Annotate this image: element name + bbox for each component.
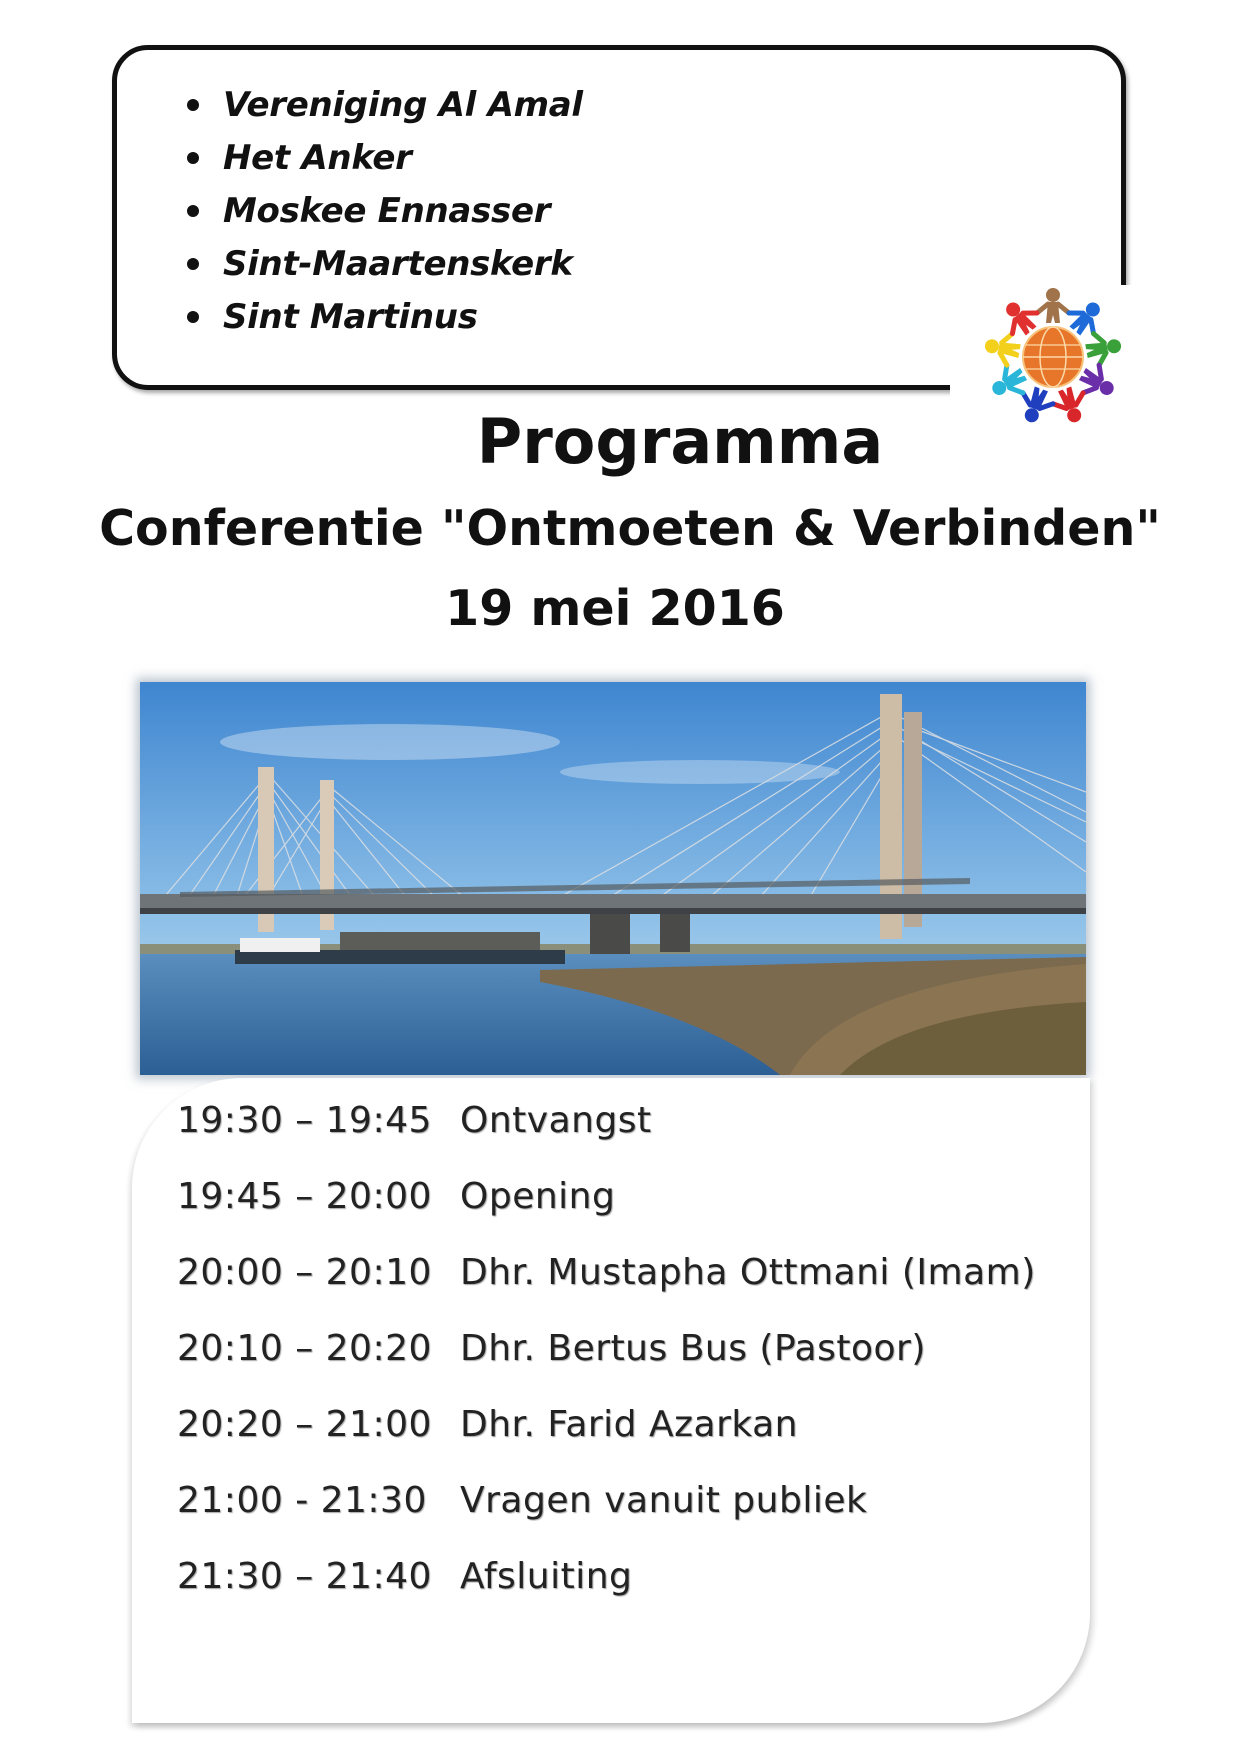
list-item xyxy=(187,78,583,131)
table-row xyxy=(177,1470,867,1530)
organizations-list xyxy=(187,78,583,343)
time-slot: 21:00 - 21:30 xyxy=(177,1479,427,1521)
organization-name: Vereniging Al Amal xyxy=(223,84,583,125)
table-row xyxy=(177,1242,1036,1302)
time-slot: 20:00 – 20:10 xyxy=(177,1251,432,1293)
time-slot: 19:45 – 20:00 xyxy=(177,1175,432,1217)
table-row xyxy=(177,1546,632,1606)
activity: Ontvangst xyxy=(460,1099,652,1141)
table-row xyxy=(177,1318,926,1378)
list-item xyxy=(187,237,583,290)
activity: Dhr. Farid Azarkan xyxy=(460,1403,798,1445)
conference-subtitle: Conferentie "Ontmoeten & Verbinden" xyxy=(99,500,1161,557)
organization-name: Moskee Ennasser xyxy=(223,190,551,231)
page-title: Programma xyxy=(476,405,884,478)
time-slot: 21:30 – 21:40 xyxy=(177,1555,432,1597)
activity: Opening xyxy=(460,1175,616,1217)
schedule-table xyxy=(132,1078,1090,1723)
activity: Dhr. Bertus Bus (Pastoor) xyxy=(460,1327,926,1369)
bullet-icon xyxy=(187,205,199,217)
bridge-photo xyxy=(140,682,1086,1075)
table-row xyxy=(177,1394,798,1454)
table-row xyxy=(177,1166,615,1226)
bullet-icon xyxy=(187,99,199,111)
organization-name: Sint Martinus xyxy=(223,296,478,337)
organization-name: Sint-Maartenskerk xyxy=(223,243,573,284)
bullet-icon xyxy=(187,152,199,164)
activity: Vragen vanuit publiek xyxy=(460,1479,868,1521)
list-item xyxy=(187,290,583,343)
time-slot: 19:30 – 19:45 xyxy=(177,1099,432,1141)
bullet-icon xyxy=(187,311,199,323)
time-slot: 20:20 – 21:00 xyxy=(177,1403,432,1445)
activity: Afsluiting xyxy=(460,1555,633,1597)
organization-name: Het Anker xyxy=(223,137,412,178)
list-item xyxy=(187,131,583,184)
conference-date: 19 mei 2016 xyxy=(445,580,785,637)
activity: Dhr. Mustapha Ottmani (Imam) xyxy=(460,1251,1036,1293)
table-row xyxy=(177,1090,652,1150)
time-slot: 20:10 – 20:20 xyxy=(177,1327,432,1369)
bullet-icon xyxy=(187,258,199,270)
list-item xyxy=(187,184,583,237)
